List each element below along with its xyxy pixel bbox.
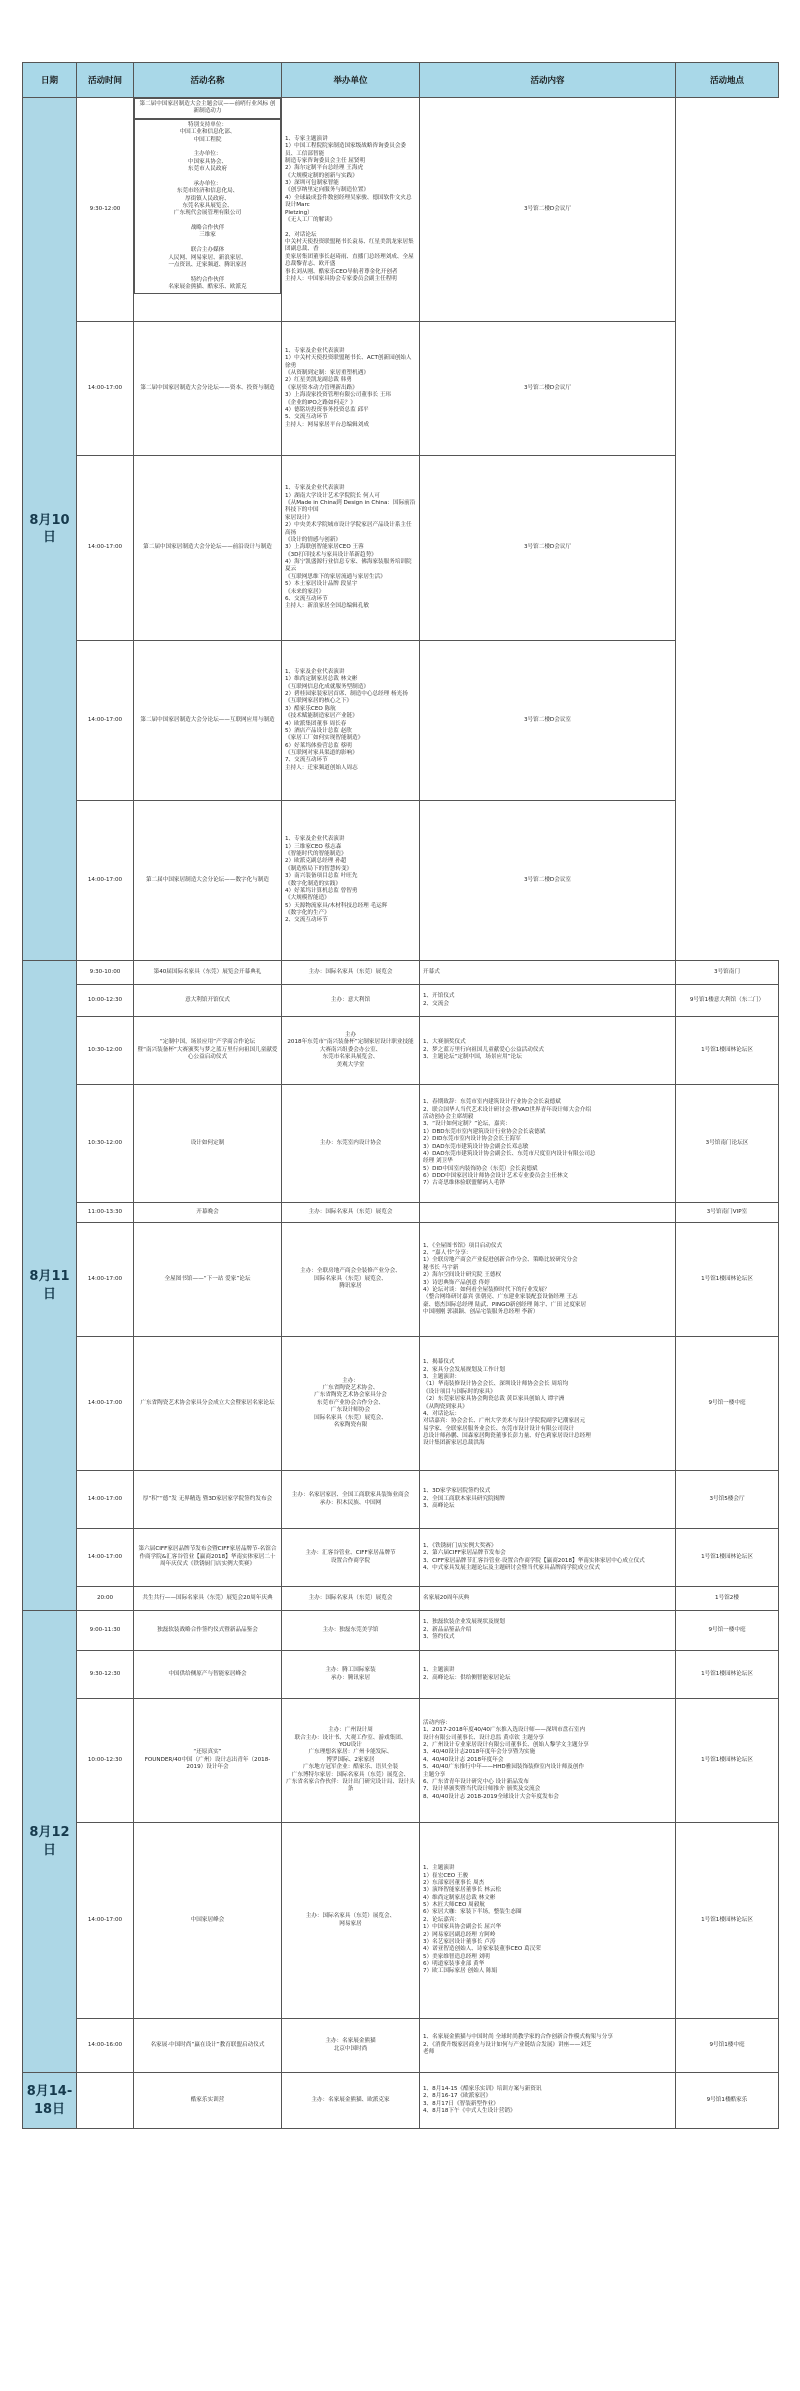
- table-row: [23, 1587, 779, 1611]
- venue-cell: 3号馆二楼D会议厅: [420, 98, 676, 322]
- time-cell: 14:00-16:00: [77, 2019, 134, 2073]
- name-cell: 第二届中国家居制造大会分论坛——前沿设计与制造: [134, 456, 282, 641]
- time-cell: 14:00-17:00: [77, 1529, 134, 1587]
- venue-cell: 9号馆1楼意大利馆（东二门）: [676, 985, 779, 1017]
- table-row: [23, 1337, 779, 1471]
- time-cell: 10:30-12:00: [77, 1017, 134, 1085]
- venue-cell: 9号馆1楼酷家乐: [676, 2073, 779, 2129]
- content-cell: 1、大赛颁奖仪式 2、梦之蓝万里行向祖国儿童献爱心公益活动仪式 3、主题论坛“定制中国，场景应用”论坛: [420, 1017, 676, 1085]
- table-row: [23, 1203, 779, 1223]
- time-cell: 9:30-12:30: [77, 1651, 134, 1699]
- venue-cell: 1号馆1楼园林论坛区: [676, 1699, 779, 1823]
- time-cell: 14:00-17:00: [77, 801, 134, 961]
- header-organizer: 举办单位: [282, 63, 420, 98]
- content-cell: 1、8月14-15《酷家乐实训》培训方案与新资讯 2、8月16-17《欧派家居》 3、8月17日《智装新型作业》 4、8月18下午《中式人生设计营销》: [420, 2073, 676, 2129]
- table-row: [23, 801, 779, 961]
- table-row: [23, 1471, 779, 1529]
- name-cell: 意大利馆开馆仪式: [134, 985, 282, 1017]
- time-cell: 14:00-17:00: [77, 1223, 134, 1337]
- table-row: [23, 98, 779, 322]
- table-row: [23, 641, 779, 801]
- content-cell: 1、专家主题演讲 1）中国工程院院家制造国家级战略咨询委员会委员、工信部智能 制造专家咨询委员会主任 屈贤明 2）海尔定制平台总经理 王海虎 《大规模定制的创新与实践》 3）深圳可包制家智能 《创享纳里定向服务与制造位置》 4）全球最成套件数创经理吴家骏、德国软件文火总设计Marc Pletzing） 《无人工厂的解读》 2、对话论坛 中关村天使投资联盟秘书长袁易、红星美凯龙家居集团副总裁、香 美家居集团董事长赵琦雨、直播门总经理刘成、全屋总裁黎青志、欧开盛 事长刘从刚、酷家乐CEO导航者尊金化开创者 主持人：中国家具协会专家委员会副主任程明: [282, 98, 420, 322]
- organizer-cell: 主办：名家展金熊猫 北京中国时尚: [282, 2019, 420, 2073]
- organizer-cell: 主办：独磊东莞美学馆: [282, 1611, 420, 1651]
- table-row: [23, 1823, 779, 2019]
- name-cell: “定制中国，场景应用”产学商合作论坛 暨“南兴装备杯”大赛颁奖与梦之蓝万里行向祖国儿童献爱心公益启动仪式: [134, 1017, 282, 1085]
- date-cell: 8月11日: [23, 961, 77, 1611]
- venue-cell: 1号馆1楼园林论坛区: [676, 1017, 779, 1085]
- content-cell: 1、专家及企业代表演讲 1）三维家CEO 蔡志森 《智能时代的智能制造》 2）欧派克副总经理 孙超 《制造格局下的智慧转变》 3）南兴装备项目总监 叶旺先 《数字化制造的实践》 4）好莱坞计算机总监 曾智勇 《大规模智能造》 5）天源物流家具/木材科技总经理 毛运辉 《数字化的生产》 2、交流互动环节: [282, 801, 420, 961]
- organizer-cell: 主办：全联房地产商会全装修产业分会、 国际名家具（东莞）展览会、 腾讯家居: [282, 1223, 420, 1337]
- time-cell: 14:00-17:00: [77, 1471, 134, 1529]
- time-cell: 9:00-11:30: [77, 1611, 134, 1651]
- content-cell: [420, 1203, 676, 1223]
- organizer-cell: 主办： 广东省陶瓷艺术协会、 广东省陶瓷艺术协会家具分会 东莞市产业协会合作分会、 广东设计师协会 国际名家具（东莞）展览会、 名家陶瓷有限: [282, 1337, 420, 1471]
- header-name: 活动名称: [134, 63, 282, 98]
- content-cell: 1、3D家学家居院签约仪式 2、全国工商联木家具研究院揭牌 3、高峰论坛: [420, 1471, 676, 1529]
- content-cell: 1、名家展金熊猫与中国时尚 全球时尚教学家的合作创新合作模式构架与分享 2、《消费升级家居商业与设计如何与产业链结合发展》讲座——刘芝 老师: [420, 2019, 676, 2073]
- organizer-cell: 主办：国际名家具（东莞）展览会: [282, 1203, 420, 1223]
- content-cell: 活动内容： 1、2017-2018年度40/40广东推入选设计师——深圳市盘石室内 设计有限公司董事长、设计总监 黄卓钦 主题分享 2、广州设计专业家居设计有限公司董事长、创始人黎学文主题分享 3、40/40设计志2018年度年会分享暨为实施 4、40/40设计志 2018年度年会 5、40/40广东推行中年——HHD雅园装饰装修室内设计师及创作 主题分享 6、广东省青年设计研究中心 设计新品发布 7、设计界颁奖暨当代设计师推介 颁奖及交流会 8、40/40设计志 2018-2019全球设计大会年度发布会: [420, 1699, 676, 1823]
- content-cell: 1、专家及企业代表演讲 1）中关村天使投资联盟秘书长、ACT创新园创始人 徐勇 《从资制到定制：家居重塑机遇》 2）红星美凯龙副总裁 韩勇 《家居资本动力管理新出路》 3）上海凌家投资管理有限公司董事长 王玮 《企业的IPO之路如何走？》 4）德铭坊投资事务投资总监 邱平 5、交流互动环节 主持人：网易家居平台总编辑刘成: [282, 322, 420, 456]
- organizer-cell: 主办：意大利馆: [282, 985, 420, 1017]
- content-cell: 开幕式: [420, 961, 676, 985]
- venue-cell: 1号馆1楼园林论坛区: [676, 1651, 779, 1699]
- venue-cell: 1号馆1楼园林论坛区: [676, 1823, 779, 2019]
- date-cell: 8月14-18日: [23, 2073, 77, 2129]
- time-cell: 14:00-17:00: [77, 641, 134, 801]
- table-row: [23, 1017, 779, 1085]
- name-cell: 第二届中国家居制造大会分论坛——互联网应用与制造: [134, 641, 282, 801]
- time-cell: 10:00-12:30: [77, 985, 134, 1017]
- name-cell: 中国供给侧原产与智能家居峰会: [134, 1651, 282, 1699]
- table-row: [23, 1223, 779, 1337]
- time-cell: 14:00-17:00: [77, 322, 134, 456]
- table-row: [23, 2073, 779, 2129]
- table-row: [23, 985, 779, 1017]
- content-cell: 名家展20周年庆典: [420, 1587, 676, 1611]
- name-cell: 开幕晚会: [134, 1203, 282, 1223]
- venue-cell: 9号馆1楼中庭: [676, 2019, 779, 2073]
- venue-cell: 3号馆南门: [676, 961, 779, 985]
- name-cell: 名家展·中国时尚“赢在设计”教育联盟启动仪式: [134, 2019, 282, 2073]
- name-cell: 酷家乐实训营: [134, 2073, 282, 2129]
- organizer-cell: 特别支持单位： 中国工业和信息化部、 中国工程院 主办单位： 中国家具协会、 东莞市人民政府 承办单位： 东莞市经济和信息化局、 厚街镇人民政府、 东莞名家具展览会、 广东现代会展管理有限公司 战略合作伙伴 三维家 联合主办媒体 人民网、网易家居、新浪家居、 一点资讯、迁家频道、腾讯家居 特约合作伙伴 名家展金熊猫、酷家乐、欧派克: [134, 119, 281, 295]
- table-row: [23, 1085, 779, 1203]
- time-cell: 10:30-12:00: [77, 1085, 134, 1203]
- name-cell: 厚“积”“德”发 无界精选 暨3D家居家学院签约发布会: [134, 1471, 282, 1529]
- table-row: [23, 2019, 779, 2073]
- content-cell: 1、春期致辞：东莞市室内建筑设计行业协会会长袁德斌 2、联合国华人当代艺术设计研讨会·暨VAD世界青年设计师大会介绍 活动创办会主席胡毅 3、“设计如何定制？”论坛，嘉宾： 1）DBD东莞市室内建筑设计行业协会会长袁德斌 2）DID东莞市室内设计协会会长王海军 3）DAD东莞市建筑设计协会副会长邓志敏 4）DAD东莞市建筑设计协会副会长、东莞市尺度室内设计有限公司总 经理 刘卫华 5）DID中国室内装饰协会（东莞）会长袁德斌 6）DDD中国家居设计师协会设计艺术专业委员会主任林文 7）古奇思维体验联盟解码人毛铧: [420, 1085, 676, 1203]
- organizer-cell: 主办：国际名家具（东莞）展览会: [282, 1587, 420, 1611]
- venue-cell: 3号馆南门VIP室: [676, 1203, 779, 1223]
- time-cell: 9:30-12:00: [77, 98, 134, 322]
- time-cell: 14:00-17:00: [77, 456, 134, 641]
- organizer-cell: 主办：腾工国际家装 承办：腾讯家居: [282, 1651, 420, 1699]
- organizer-cell: 主办：国际名家具（东莞）展览会: [282, 961, 420, 985]
- header-time: 活动时间: [77, 63, 134, 98]
- header-date: 日期: [23, 63, 77, 98]
- venue-cell: 3号馆南门论坛区: [676, 1085, 779, 1203]
- time-cell: 10:00-12:30: [77, 1699, 134, 1823]
- name-cell: 第二届中国家居制造大会主题会议——前哨行业风标 创新制造动力: [134, 98, 281, 119]
- table-row: [23, 322, 779, 456]
- venue-cell: 9号馆一楼中庭: [676, 1611, 779, 1651]
- name-cell: 全屋图书馆——“下一站 爱家”论坛: [134, 1223, 282, 1337]
- name-cell: 广东省陶瓷艺术协会家具分会成立大会暨家居名家论坛: [134, 1337, 282, 1471]
- content-cell: 1、揭幕仪式 2、家具分会发展规划及工作计划 3、主题演讲： （1）华南装修设计协会会长、深圳设计师协会会长 周培均 《设计项目与国际时的家具》 （2）东莞家居家具协会陶瓷总裁 黄臣家具创始人 谭宇洲 《从陶瓷到家具》 4、对话论坛： 对话嘉宾：协会会长、广州大学美术与设计学院院副学记潮家居元 易学家、全联家居服务业会长、东莞市设计设计有限公司设计 总设计师孙鹏、国森家居陶瓷董事长彭力量、好色莉家居设计总经理 设计集团新家居总裁洪海: [420, 1337, 676, 1471]
- time-cell: [77, 2073, 134, 2129]
- content-cell: 1、主题演讲 1）崔宏CEO 王骏 2）东部家居董事长 周杰 3）演绎智能家居董事长 林云松 4）维尚定制家居总裁 林文彬 5）木匠大师CEO 周毅航 6）家居大咖：家装下半场，整装生态圈 2、论坛嘉宾： 1）中国家具协会副会长 屈兴华 2）网易家居副总经理 方阿岭 3）名艺家居设计董事长 卢涛 4）诺亚智造创始人、诗家家装董事CEO 葛汉荣 5）美家维智造总经理 刘明 6）明道家装事业部 黄华 7）欧工国际家居 创始人 陈娟: [420, 1823, 676, 2019]
- name-cell: 第二届中国家居制造大会分论坛——资本、投资与制造: [134, 322, 282, 456]
- table-row: [23, 456, 779, 641]
- header-row: [23, 63, 779, 98]
- organizer-cell: 主办：广州设计周 联合主办：设计书、大观工作室、游戏集团、 YOU设计 广东理想名家居：广州卡能发际、 博罗国际、2家家居 广东地方冠军企业：酷家乐、语贝全装 广东博特尔家居：国际名家具（东莞）展览会、 广东省名家合作伙伴：设计出门研究设计局、设计头条: [282, 1699, 420, 1823]
- content-cell: 1、专家及企业代表演讲 1）湖南大学设计艺术学院院长 何人可 《从Made in China到 Design in China：国际前沿科技下的中国 家居设计》 2）中央美术学院城市设计学院家居产品设计系主任 高扬 《设计的情感与创新》 3）上海联创智能家居CEO 王蓉 《3D打印技术与家具设计革新趋势》 4）海宁凯盛源行业信息专家、佛海家装服务培训院 夏云 《互联网思维下的家居流通与家居生活》 5）本土家居设计品牌 段显宇 《未来的家居》 6、交流互动环节 主持人：新浪家居全国总编辑孔敏: [282, 456, 420, 641]
- table-row: [23, 1611, 779, 1651]
- header-content: 活动内容: [420, 63, 676, 98]
- organizer-cell: 主办 2018年东莞市“南兴装备杯”定制家居设计职业技能大赛南兴组委会办公室、 东莞市名家具展览会、 美观大学堂: [282, 1017, 420, 1085]
- name-cell: 第二届中国家居制造大会分论坛——数字化与制造: [134, 801, 282, 961]
- table-row: [23, 961, 779, 985]
- name-cell: 第40届国际名家具（东莞）展览会开幕典礼: [134, 961, 282, 985]
- table-row: [23, 1651, 779, 1699]
- venue-cell: 1号馆1楼园林论坛区: [676, 1223, 779, 1337]
- venue-cell: 9号馆一楼中庭: [676, 1337, 779, 1471]
- organizer-cell: 主办：东莞室内设计协会: [282, 1085, 420, 1203]
- organizer-cell: 主办：汇客谷管业、CIFF家居品牌节 设置合作商学院: [282, 1529, 420, 1587]
- content-cell: 1、《铁锈厨门店实例大奖赛》 2、第六届CIFF家居品牌节发布会 3、CIFF家居品牌节汇客谷管业·设置合作商学院【赢商2018】华南实体家居中心成立仪式 4、中式家具发展主题论坛及主题研讨会暨当代家具品牌商学院成立仪式: [420, 1529, 676, 1587]
- organizer-cell: 主办：名家展金熊猫、欧派克家: [282, 2073, 420, 2129]
- venue-cell: 3号馆二楼D会议厅: [420, 322, 676, 456]
- name-cell: 共生共行——国际名家具（东莞）展览会20周年庆典: [134, 1587, 282, 1611]
- name-cell: 第六届CIFF家居品牌节发布会暨CIFF家居品牌节-名馆合作商学院&汇客谷管业【赢商2018】华南实体家居二十周年庆仪式《铁锈厨门店实例大奖赛》: [134, 1529, 282, 1587]
- table-row: [23, 1529, 779, 1587]
- time-cell: 20:00: [77, 1587, 134, 1611]
- time-cell: 11:00-13:30: [77, 1203, 134, 1223]
- organizer-cell: 主办：名家居家居、全国工商联家具装饰业商会 承办：积木民族、中国网: [282, 1471, 420, 1529]
- content-cell: 1、开馆仪式 2、交流会: [420, 985, 676, 1017]
- content-cell: 1、独磊软装企业发展现状及规划 2、新品品鉴品介绍 3、签约仪式: [420, 1611, 676, 1651]
- name-cell: 设计如何定制: [134, 1085, 282, 1203]
- content-cell: 1、主题演讲 2、高峰论坛：供给侧智能家居论坛: [420, 1651, 676, 1699]
- time-cell: 14:00-17:00: [77, 1337, 134, 1471]
- date-cell: 8月10日: [23, 98, 77, 961]
- header-venue: 活动地点: [676, 63, 779, 98]
- organizer-cell: 主办：国际名家具（东莞）展览会、 网易家居: [282, 1823, 420, 2019]
- venue-cell: 1号馆2楼: [676, 1587, 779, 1611]
- name-cell: 中国家居峰会: [134, 1823, 282, 2019]
- time-cell: 14:00-17:00: [77, 1823, 134, 2019]
- name-cell: “还原真实” FOUNDER/40中国（广州）设计志出青年（2018-2019）设计年会: [134, 1699, 282, 1823]
- table-row: [23, 1699, 779, 1823]
- venue-cell: 3号馆二楼D会议厅: [420, 456, 676, 641]
- event-schedule-table: [22, 62, 779, 2129]
- venue-cell: 1号馆1楼园林论坛区: [676, 1529, 779, 1587]
- name-cell: 独磊软装战略合作签约仪式暨新品品鉴会: [134, 1611, 282, 1651]
- venue-cell: 3号馆5楼会厅: [676, 1471, 779, 1529]
- venue-cell: 3号馆二楼D会议室: [420, 641, 676, 801]
- time-cell: 9:30-10:00: [77, 961, 134, 985]
- venue-cell: 3号馆二楼D会议室: [420, 801, 676, 961]
- date-cell: 8月12日: [23, 1611, 77, 2073]
- content-cell: 1、《全屋图书馆》项目启动仪式 2、“嘉人书”分享： 1）全联房地产商会产业促进创新合作分会、策略比较研究分会 秘书长 马宇新 2）海尔空间设计研究院 王德权 3）诗思典饰产品创意 佟婷 4）论坛对谈：如何看全屋装修时代下的行业发展？ （整合网络研讨嘉宾 张朝亮、广东建业家装配套设备经理 王志 豪、德杰国际总经理 陆武、PINGO新创经理 陈宇、广田 过度家居 中国刚刚 郭淑颖、创品宅装服务总经理 李新）: [420, 1223, 676, 1337]
- schedule-table-wrapper: [22, 62, 778, 2387]
- content-cell: 1、专家及企业代表演讲 1）维尚定制家居总裁 林文彬 《互联网信息化成就服务型制造》 2）碧桂园家装家居首席、制造中心总经理 杨光扬 《互联网家居的核心之下》 3）酷家乐CEO 陈航 《技术赋能制造家居产业链》 4）欧派集团董事 周长春 5）酒店产品设计总监 赵欣 《家居工厂如何实现智能制造》 6）好莱坞体验营总监 蔡明 《互联网对家具渠道的影响》 7、交流互动环节 主持人：迁家频道创始人周志: [282, 641, 420, 801]
